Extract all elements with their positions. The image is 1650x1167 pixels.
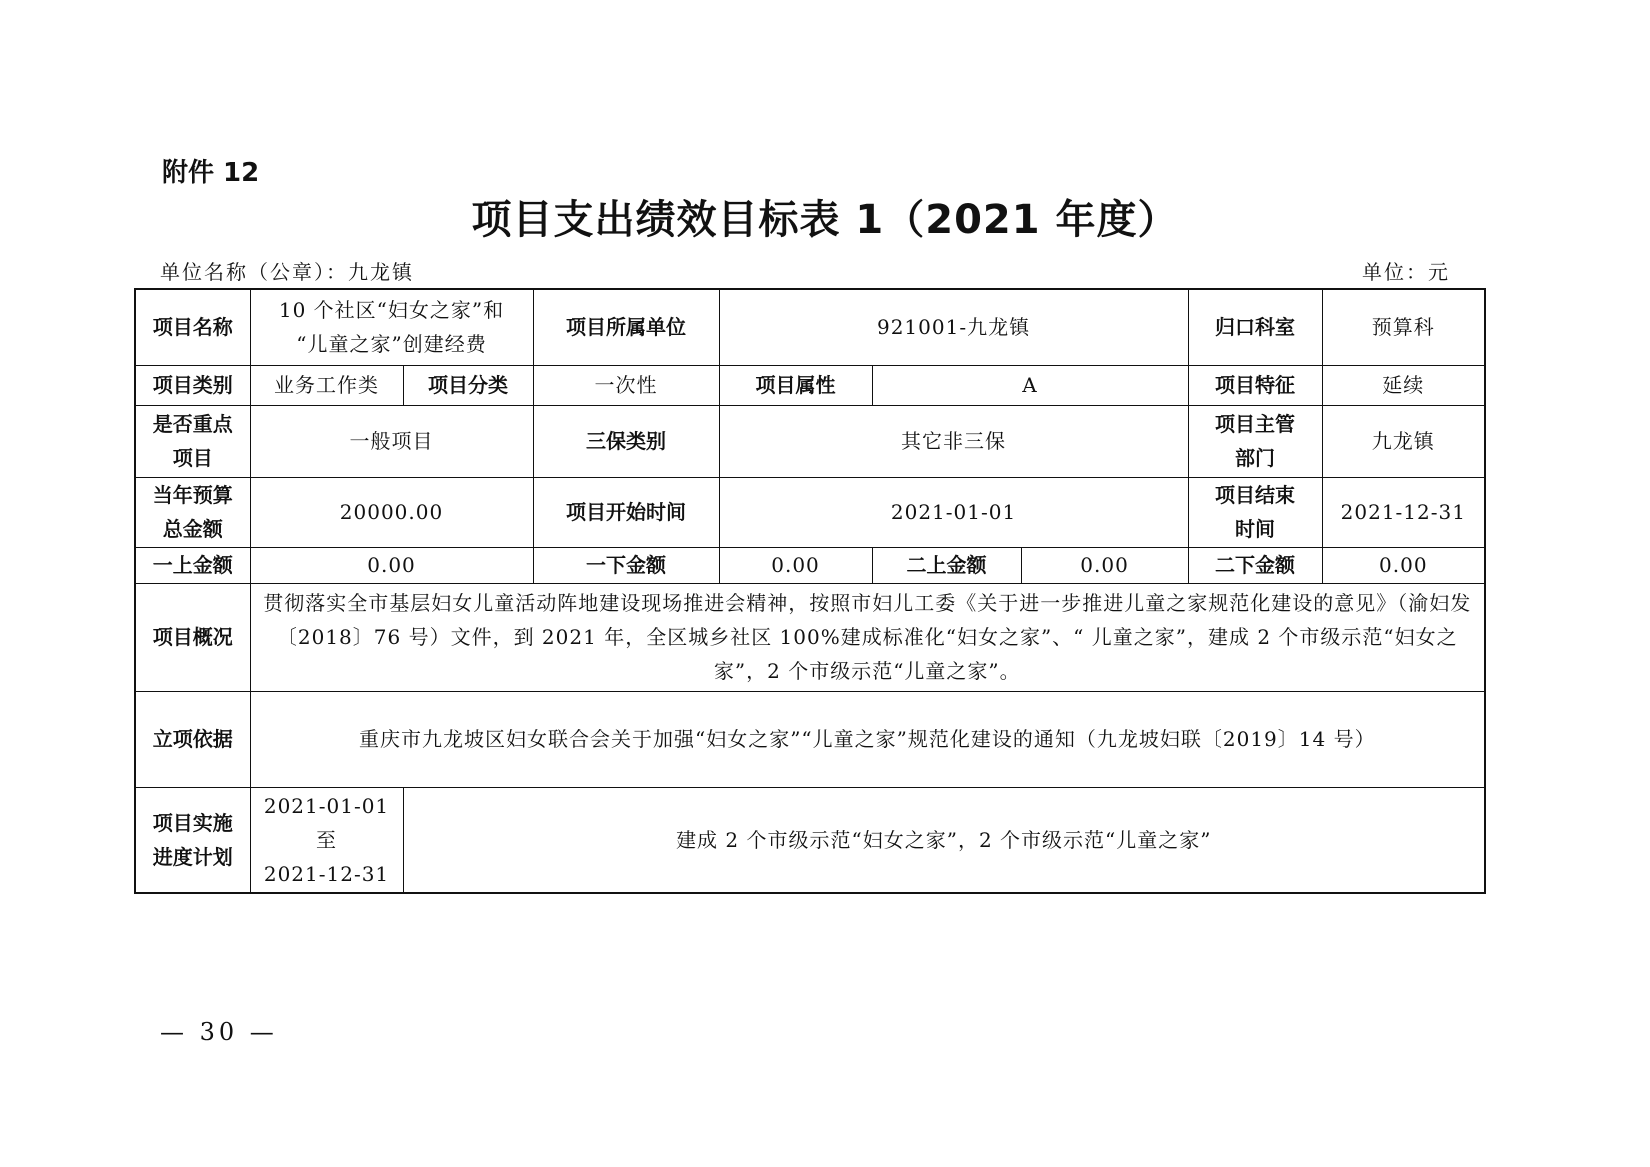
plan-period — [250, 787, 403, 893]
table-row — [135, 583, 1485, 691]
start-time-label: 项目开始时间 — [533, 477, 719, 547]
amount-1-label: 一上金额 — [135, 547, 250, 583]
budget-value: 20000.00 — [250, 477, 533, 547]
plan-start-date: 2021-01-01 — [263, 793, 390, 818]
sanbao-value: 其它非三保 — [719, 405, 1188, 477]
key-project-value: 一般项目 — [250, 405, 533, 477]
amount-2-label: 一下金额 — [533, 547, 719, 583]
end-time-label — [1188, 477, 1322, 547]
project-name-line-1: 10 个社区“妇女之家”和 — [278, 298, 505, 323]
amount-4-label: 二下金额 — [1188, 547, 1322, 583]
table-row — [135, 365, 1485, 405]
dept-label: 归口科室 — [1188, 289, 1322, 365]
supervisor-label — [1188, 405, 1322, 477]
budget-label — [135, 477, 250, 547]
plan-to: 至 — [316, 827, 337, 852]
amount-1-value: 0.00 — [250, 547, 533, 583]
overview-label: 项目概况 — [135, 583, 250, 691]
category-label: 项目类别 — [135, 365, 250, 405]
performance-target-table — [134, 288, 1486, 894]
end-time-value: 2021-12-31 — [1322, 477, 1485, 547]
owner-unit-label: 项目所属单位 — [533, 289, 719, 365]
table-row — [135, 691, 1485, 787]
owner-unit-value: 921001-九龙镇 — [719, 289, 1188, 365]
table-row — [135, 289, 1485, 365]
overview-text: 贯彻落实全市基层妇女儿童活动阵地建设现场推进会精神，按照市妇儿工委《关于进一步推进儿童之家规范化建设的意见》（渝妇发〔2018〕76 号）文件，到 2021 年，全区城乡社区 100%建成标准化“妇女之家”、“ 儿童之家”，建成 2 个市级示范“妇女之家”，2 个市级示范“儿童之家”。 — [250, 583, 1485, 691]
page-title: 项目支出绩效目标表 1（2021 年度） — [471, 197, 1179, 243]
plan-label-line-1: 项目实施 — [152, 810, 233, 835]
amount-3-value: 0.00 — [1021, 547, 1188, 583]
start-time-value: 2021-01-01 — [719, 477, 1188, 547]
feature-value: 延续 — [1322, 365, 1485, 405]
table-row — [135, 547, 1485, 583]
key-project-label-line-2: 项目 — [172, 446, 213, 470]
sanbao-label: 三保类别 — [533, 405, 719, 477]
feature-label: 项目特征 — [1188, 365, 1322, 405]
amount-3-label: 二上金额 — [872, 547, 1021, 583]
table-row — [135, 787, 1485, 893]
currency-unit: 单位：元 — [1362, 260, 1450, 284]
key-project-label — [135, 405, 250, 477]
project-name-value — [250, 289, 533, 365]
plan-text: 建成 2 个市级示范“妇女之家”，2 个市级示范“儿童之家” — [403, 787, 1485, 893]
amount-2-value: 0.00 — [719, 547, 872, 583]
basis-label: 立项依据 — [135, 691, 250, 787]
budget-label-line-1: 当年预算 — [152, 483, 233, 507]
category-value: 业务工作类 — [250, 365, 403, 405]
project-name-label: 项目名称 — [135, 289, 250, 365]
budget-label-line-2: 总金额 — [162, 517, 223, 541]
end-time-label-line-1: 项目结束 — [1215, 483, 1296, 507]
table-row — [135, 477, 1485, 547]
end-time-label-line-2: 时间 — [1235, 517, 1276, 541]
project-name-line-2: “儿童之家”创建经费 — [296, 332, 487, 357]
classification-value: 一次性 — [533, 365, 719, 405]
plan-end-date: 2021-12-31 — [263, 861, 390, 886]
table-row — [135, 405, 1485, 477]
classification-label: 项目分类 — [403, 365, 533, 405]
supervisor-label-line-2: 部门 — [1235, 446, 1276, 470]
dept-value: 预算科 — [1322, 289, 1485, 365]
page-number: — 30 — — [160, 1018, 278, 1046]
attachment-label: 附件 12 — [162, 158, 260, 188]
amount-4-value: 0.00 — [1322, 547, 1485, 583]
supervisor-value: 九龙镇 — [1322, 405, 1485, 477]
attribute-value: A — [872, 365, 1188, 405]
supervisor-label-line-1: 项目主管 — [1215, 412, 1296, 436]
plan-label-line-2: 进度计划 — [152, 844, 233, 869]
unit-name: 单位名称（公章）：九龙镇 — [160, 260, 414, 284]
basis-text: 重庆市九龙坡区妇女联合会关于加强“妇女之家”“儿童之家”规范化建设的通知（九龙坡妇联〔2019〕14 号） — [250, 691, 1485, 787]
attribute-label: 项目属性 — [719, 365, 872, 405]
plan-label — [135, 787, 250, 893]
key-project-label-line-1: 是否重点 — [152, 412, 233, 436]
